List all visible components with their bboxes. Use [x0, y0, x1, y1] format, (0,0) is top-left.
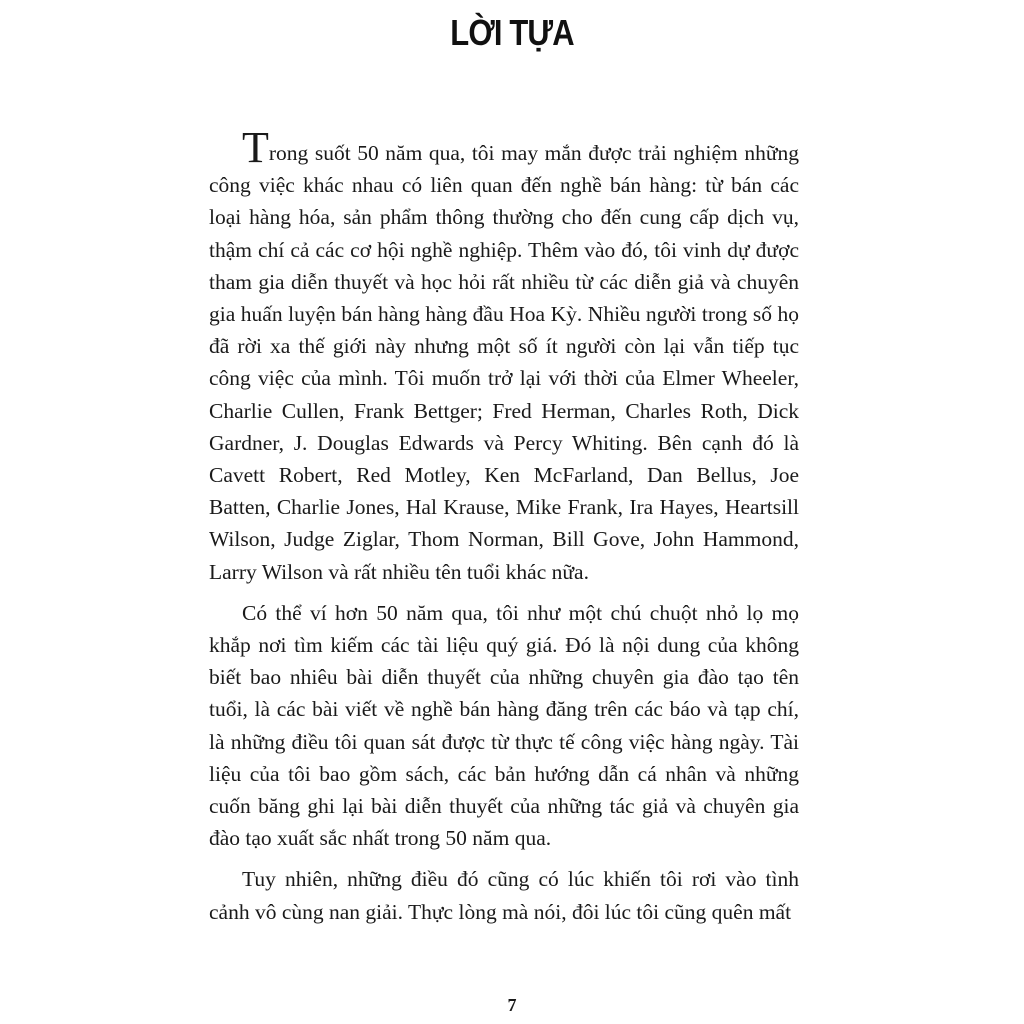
page-number: 7 [507, 995, 517, 1015]
paragraph-3: Tuy nhiên, những điều đó cũng có lúc khiến tôi rơi vào tình cảnh vô cùng nan giải. Thực lòng mà nói, đôi lúc tôi cũng quên mất [209, 867, 799, 924]
drop-cap: T [242, 123, 269, 172]
paragraph-1 [209, 123, 799, 588]
body-text [209, 123, 799, 928]
paragraph-2: Có thể ví hơn 50 năm qua, tôi như một chú chuột nhỏ lọ mọ khắp nơi tìm kiếm các tài liệu quý giá. Đó là nội dung của không biết bao nhiêu bài diễn thuyết của những chuyên gia đào tạo tên tuổi, là các bài viết về nghề bán hàng đăng trên các báo và tạp chí, là những điều tôi quan sát được từ thực tế công việc hàng ngày. Tài liệu của tôi bao gồm sách, các bản hướng dẫn cá nhân và những cuốn băng ghi lại bài diễn thuyết của những tác giả và chuyên gia đào tạo xuất sắc nhất trong 50 năm qua. [209, 600, 799, 851]
page-title: LỜI TỰA [450, 12, 574, 53]
paragraph-1-text: rong suốt 50 năm qua, tôi may mắn được trải nghiệm những công việc khác nhau có liên quan đến nghề bán hàng: từ bán các loại hàng hóa, sản phẩm thông thường cho đến cung cấp dịch vụ, thậm chí cả các cơ hội nghề nghiệp. Thêm vào đó, tôi vinh dự được tham gia diễn thuyết và học hỏi rất nhiều từ các diễn giả và chuyên gia huấn luyện bán hàng hàng đầu Hoa Kỳ. Nhiều người trong số họ đã rời xa thế giới này nhưng một số ít người còn lại vẫn tiếp tục công việc của mình. Tôi muốn trở lại với thời của Elmer Wheeler, Charlie Cullen, Frank Bettger; Fred Herman, Charles Roth, Dick Gardner, J. Douglas Edwards và Percy Whiting. Bên cạnh đó là Cavett Robert, Red Motley, Ken McFarland, Dan Bellus, Joe Batten, Charlie Jones, Hal Krause, Mike Frank, Ira Hayes, Heartsill Wilson, Judge Ziglar, Thom Norman, Bill Gove, John Hammond, Larry Wilson và rất nhiều tên tuổi khác nữa. [209, 141, 799, 584]
